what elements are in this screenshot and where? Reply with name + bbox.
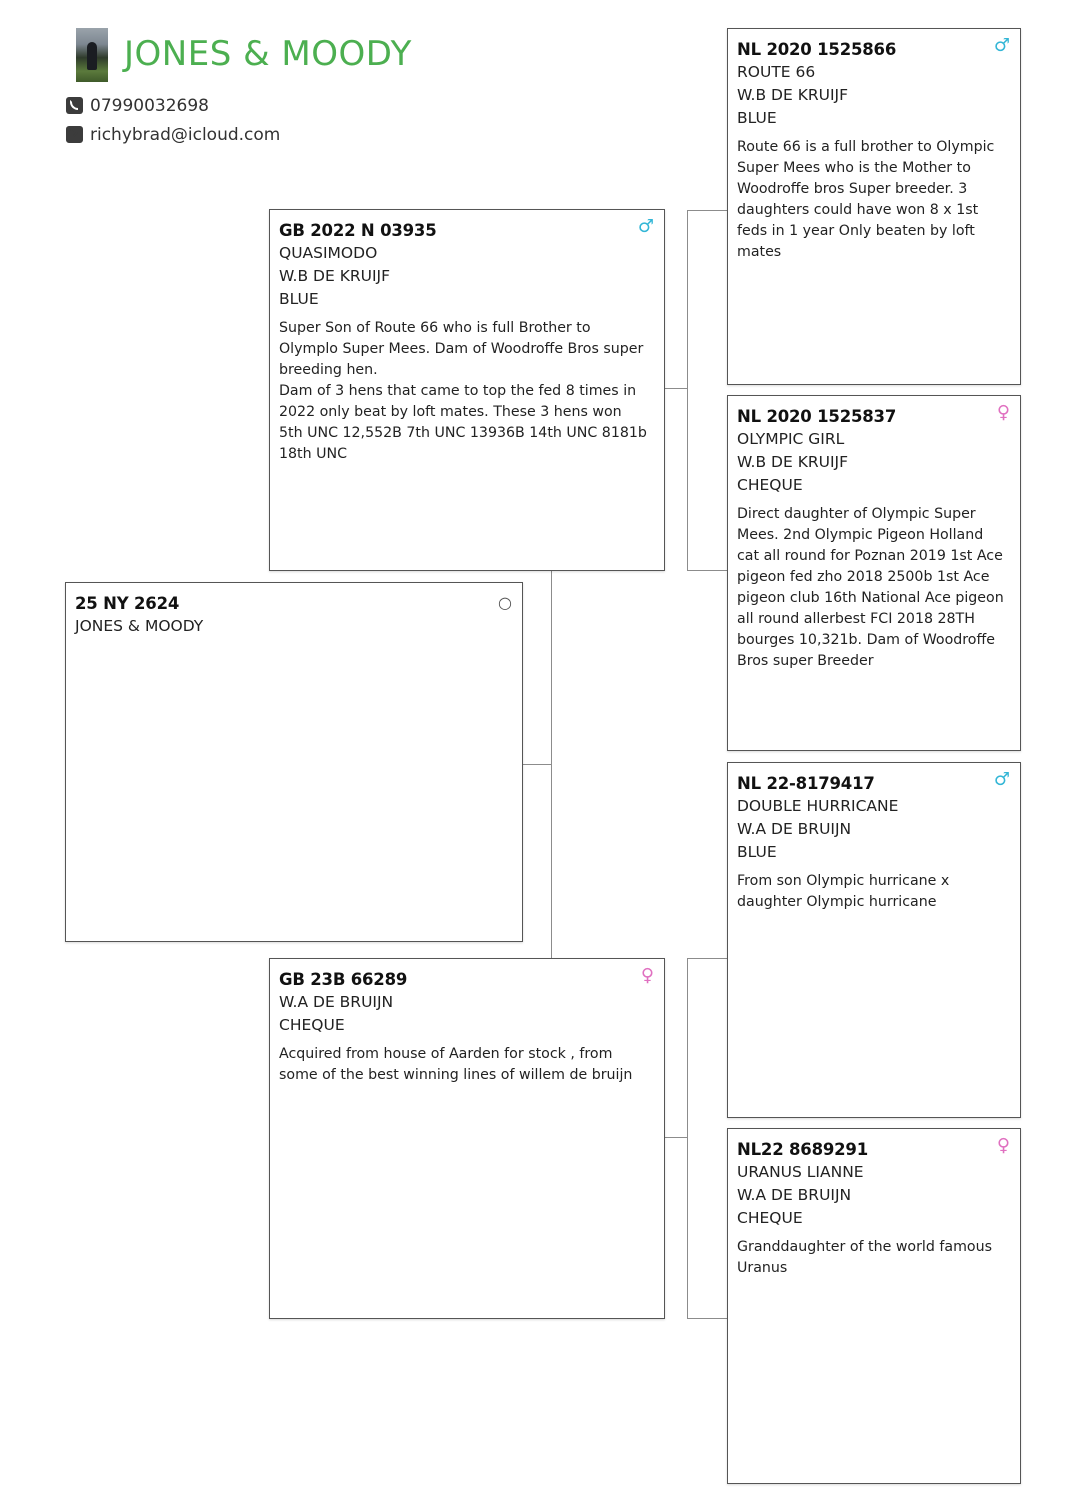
connector-dam-vertical (687, 958, 688, 1318)
pigeon-description: From son Olympic hurricane x daughter Olympic hurricane (737, 873, 950, 910)
pigeon-card-dam-dam (727, 1128, 1021, 1484)
ring-number: NL 2020 1525866 (737, 40, 897, 59)
connector-dam-out (665, 1137, 688, 1138)
pigeon-name: URANUS LIANNE (737, 1163, 864, 1181)
pigeon-colour: CHEQUE (737, 476, 803, 494)
ring-number: NL22 8689291 (737, 1140, 868, 1159)
phone-contact (66, 96, 209, 116)
email-address: richybrad@icloud.com (90, 125, 281, 145)
ring-number: GB 23B 66289 (279, 970, 408, 989)
pigeon-description: Acquired from house of Aarden for stock , from some of the best winning lines of willem de bruijn (279, 1046, 633, 1083)
ring-number: GB 2022 N 03935 (279, 221, 437, 240)
pigeon-name: ROUTE 66 (737, 63, 816, 81)
pigeon-card-dam-sire (727, 762, 1021, 1118)
connector-parents-vertical (551, 570, 552, 960)
pigeon-card-sire (269, 209, 665, 571)
breeder-name: W.A DE BRUIJN (737, 1186, 852, 1204)
pigeon-name: QUASIMODO (279, 244, 378, 262)
breeder-name: W.B DE KRUIJF (279, 267, 391, 285)
pigeon-colour: BLUE (737, 843, 777, 861)
pigeon-colour: BLUE (737, 109, 777, 127)
pigeon-name: OLYMPIC GIRL (737, 430, 845, 448)
connector-sire-dam (687, 570, 727, 571)
pigeon-description: Granddaughter of the world famous Uranus (737, 1239, 992, 1276)
envelope-icon (66, 126, 83, 143)
ring-number: NL 2020 1525837 (737, 407, 897, 426)
female-icon: ♀ (996, 402, 1010, 423)
connector-dam-dam (687, 1318, 727, 1319)
ring-number: 25 NY 2624 (75, 594, 180, 613)
circle-icon: ○ (498, 593, 512, 612)
female-icon: ♀ (996, 1135, 1010, 1156)
pigeon-description: Direct daughter of Olympic Super Mees. 2nd Olympic Pigeon Holland cat all round for Poznan 2019 1st Ace pigeon fed zho 2018 2500b 1st Ace pigeon club 16th National Ace pigeon all round allerbest FCI 2018 28TH bourges 10,321b. Dam of Woodroffe Bros super Breeder (737, 506, 1004, 669)
pigeon-description: Route 66 is a full brother to Olympic Super Mees who is the Mother to Woodroffe bros Super breeder. 3 daughters could have won 8 x 1st feds in 1 year Only beaten by loft mates (737, 139, 995, 260)
pigeon-description: Super Son of Route 66 who is full Brother to Olymplo Super Mees. Dam of Woodroffe Bros super breeding hen. Dam of 3 hens that came to top the fed 8 times in 2022 only beat by loft mates. These 3 hens won 5th UNC 12,552B 7th UNC 13936B 14th UNC 8181b 18th UNC (279, 320, 647, 462)
breeder-name: W.B DE KRUIJF (737, 86, 849, 104)
connector-sire-vertical (687, 210, 688, 570)
connector-sire-sire (687, 210, 727, 211)
male-icon: ♂ (993, 35, 1010, 56)
connector-sire-out (665, 388, 688, 389)
pigeon-card-sire-sire (727, 28, 1021, 385)
male-icon: ♂ (637, 216, 654, 237)
ring-number: NL 22-8179417 (737, 774, 875, 793)
owner-name: JONES & MOODY (75, 617, 204, 635)
pigeon-card-sire-dam (727, 395, 1021, 751)
loft-logo-photo (76, 28, 108, 82)
phone-number: 07990032698 (90, 96, 209, 116)
breeder-name: W.A DE BRUIJN (279, 993, 394, 1011)
pigeon-card-subject (65, 582, 523, 942)
male-icon: ♂ (993, 769, 1010, 790)
connector-subject (522, 764, 552, 765)
pigeon-colour: CHEQUE (279, 1016, 345, 1034)
breeder-name: W.B DE KRUIJF (737, 453, 849, 471)
breeder-name: W.A DE BRUIJN (737, 820, 852, 838)
pigeon-colour: CHEQUE (737, 1209, 803, 1227)
female-icon: ♀ (640, 965, 654, 986)
connector-dam-sire (687, 958, 727, 959)
phone-icon (66, 97, 83, 114)
pigeon-name: DOUBLE HURRICANE (737, 797, 899, 815)
pigeon-colour: BLUE (279, 290, 319, 308)
pigeon-card-dam (269, 958, 665, 1319)
loft-name-title: JONES & MOODY (124, 34, 412, 74)
email-contact (66, 125, 280, 145)
